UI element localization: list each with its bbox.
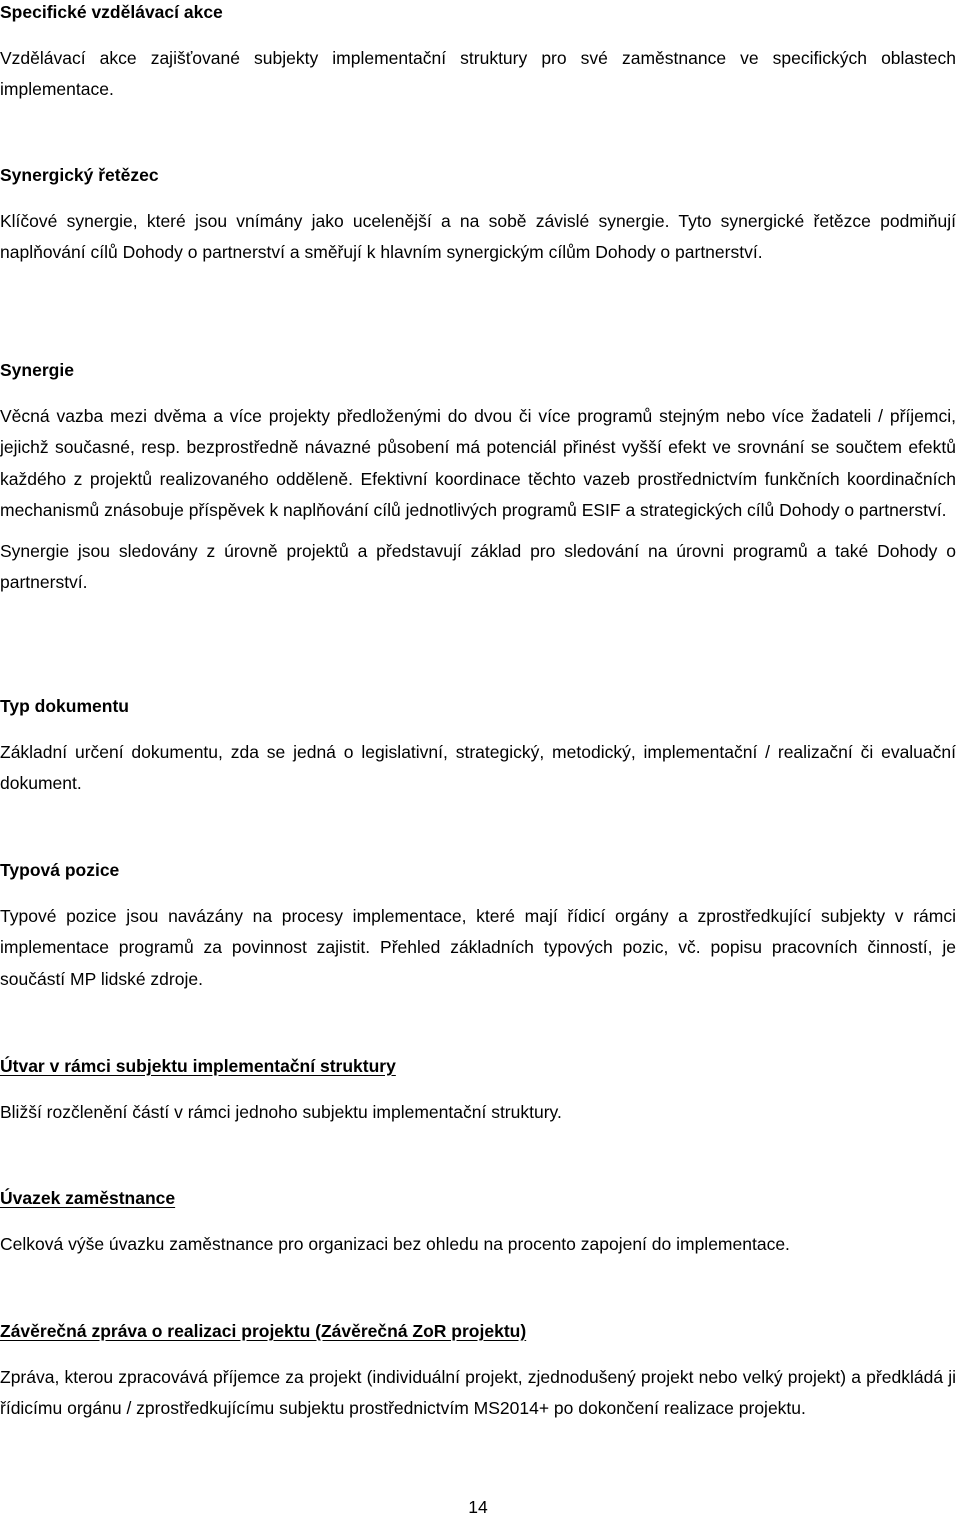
section-paragraph: Typové pozice jsou navázány na procesy implementace, které mají řídicí orgány a zprostředkující subjekty v rámci implementace programů za povinnost zajistit. Přehled základních typových pozic, vč. popisu pracovních činností, je součástí MP lidské zdroje. — [0, 906, 956, 989]
section-paragraph: Věcná vazba mezi dvěma a více projekty předloženými do dvou či více programů stejným nebo více žadateli / příjemci, jejichž současné, resp. bezprostředně návazné působení má potenciál přinést vyšší efekt ve srovnání se součtem efektů každého z projektů realizovaného odděleně. Efektivní koordinace těchto vazeb prostřednictvím funkčních koordinačních mechanismů znásobuje příspěvek k naplňování cílů jednotlivých programů ESIF a strategických cílů Dohody o partnerství. — [0, 406, 956, 520]
section-typ-dokumentu — [0, 694, 956, 800]
section-heading: Specifické vzdělávací akce — [0, 2, 223, 22]
section-uvazek-zamestnance — [0, 1186, 956, 1260]
section-specificke-vzdelavaci-akce — [0, 0, 956, 106]
section-heading: Úvazek zaměstnance — [0, 1188, 176, 1208]
section-paragraph: Bližší rozčlenění částí v rámci jednoho subjektu implementační struktury. — [0, 1102, 562, 1122]
section-paragraph: Klíčové synergie, které jsou vnímány jako ucelenější a na sobě závislé synergie. Tyto synergické řetězce podmiňují naplňování cílů Dohody o partnerství a směřují k hlavním synergickým cílům Dohody o partnerství. — [0, 211, 956, 263]
section-synergicky-retezec — [0, 163, 956, 269]
section-paragraph: Zpráva, kterou zpracovává příjemce za projekt (individuální projekt, zjednodušený projekt nebo velký projekt) a předkládá ji řídicímu orgánu / zprostředkujícímu subjektu prostřednictvím MS2014+ po dokončení realizace projektu. — [0, 1367, 956, 1419]
section-zaverecna-zprava — [0, 1319, 956, 1425]
section-heading: Synergický řetězec — [0, 165, 159, 185]
section-paragraph: Synergie jsou sledovány z úrovně projektů a představují základ pro sledování na úrovni programů a také Dohody o partnerství. — [0, 541, 956, 593]
section-heading: Útvar v rámci subjektu implementační struktury — [0, 1056, 396, 1076]
section-synergie — [0, 358, 956, 599]
section-heading: Závěrečná zpráva o realizaci projektu (Závěrečná ZoR projektu) — [0, 1321, 527, 1341]
section-utvar-v-ramci-subjektu — [0, 1054, 956, 1128]
section-paragraph: Vzdělávací akce zajišťované subjekty implementační struktury pro své zaměstnance ve specifických oblastech implementace. — [0, 48, 956, 100]
section-heading: Typ dokumentu — [0, 696, 129, 716]
section-paragraph: Celková výše úvazku zaměstnance pro organizaci bez ohledu na procento zapojení do implementace. — [0, 1234, 790, 1254]
section-heading: Typová pozice — [0, 860, 120, 880]
section-paragraph: Základní určení dokumentu, zda se jedná o legislativní, strategický, metodický, implementační / realizační či evaluační dokument. — [0, 742, 956, 794]
page-number: 14 — [468, 1497, 488, 1517]
section-heading: Synergie — [0, 360, 74, 380]
section-typova-pozice — [0, 858, 956, 995]
